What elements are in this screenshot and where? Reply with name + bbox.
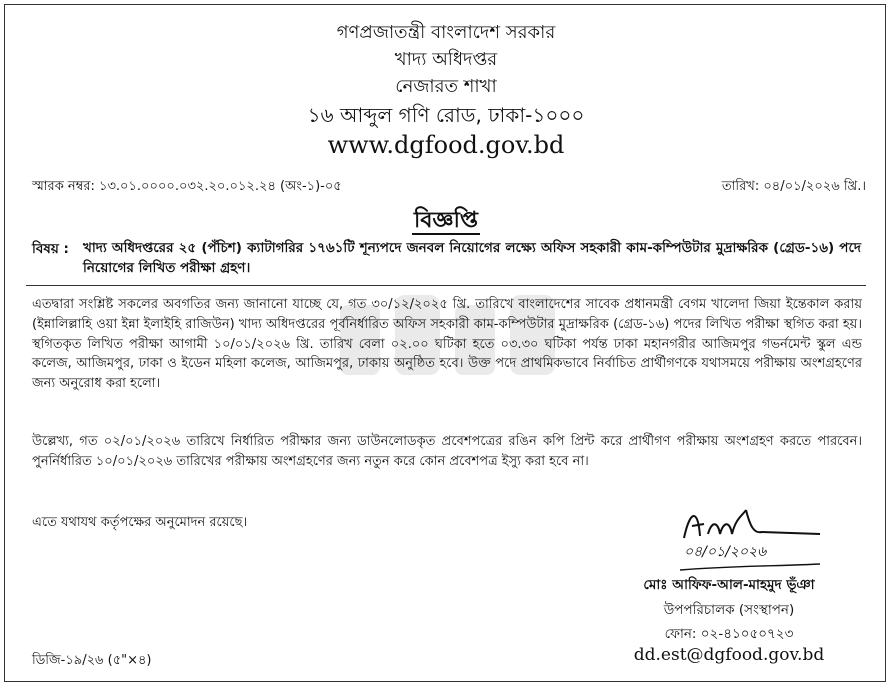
body-paragraph-1: এতদ্বারা সংশ্লিষ্ট সকলের অবগতির জন্য জানানো যাচ্ছে যে, গত ৩০/১২/২০২৫ খ্রি. তারিখে বাংলাদেশের সাবেক প্রধানমন্ত্রী বেগম খালেদা জিয়া ইন্তেকাল করায় (ইন্নালিল্লাহি ওয়া ইন্না ইলাইহি রাজিউন) খাদ্য অধিদপ্তরের পূর্বনির্ধারিত অফিস সহকারী কাম-কম্পিউটার মুদ্রাক্ষরিক (গ্রেড-১৬) পদের লিখিত পরীক্ষা স্থগিত করা হয়। স্থগিতকৃত লিখিত পরীক্ষা আগামী ১০/০১/২০২৬ খ্রি. তারিখ বেলা ০২.০০ ঘটিকা হতে ০৩.৩০ ঘটিকা পর্যন্ত ঢাকা মহানগরীর আজিমপুর গভর্নমেন্ট স্কুল এন্ড কলেজ, আজিমপুর, ঢাকা ও ইডেন মহিলা কলেজ, আজিমপুর, ঢাকায় অনুষ্ঠিত হবে। উক্ত পদে প্রাথমিকভাবে নির্বাচিত প্রার্থীগণকে যথাসময়ে পরীক্ষায় অংশগ্রহণের জন্য অনুরোধ করা হলো। [32, 297, 862, 392]
signatory-phone: ফোন: ০২-৪১০৫০৭২৩ [664, 626, 794, 642]
subject-text: খাদ্য অধিদপ্তরের ২৫ (পঁচিশ) ক্যাটাগরির ১৭৬১টি শূন্যপদে জনবল নিয়োগের লক্ষ্যে অফিস সহকারী কাম-কম্পিউটার মুদ্রাক্ষরিক (গ্রেড-১৬) পদে নিয়োগের লিখিত পরীক্ষা গ্রহণ। [83, 240, 861, 276]
header-directorate: খাদ্য অধিদপ্তর [394, 49, 498, 70]
signature-date: ০৪/০১/২০২৬ [684, 544, 767, 560]
divider [26, 285, 866, 286]
notice-title [0, 203, 892, 240]
header-government: গণপ্রজাতন্ত্রী বাংলাদেশ সরকার [336, 22, 556, 43]
header-website: www.dgfood.gov.bd [327, 131, 565, 159]
signatory-designation: উপপরিচালক (সংস্থাপন) [663, 602, 795, 618]
memo-number: স্মারক নম্বর: ১৩.০১.০০০০.০৩২.২০.০১২.২৪ (অং-১)-০৫ [32, 179, 342, 194]
body-paragraph-2: উল্লেখ্য, গত ০২/০১/২০২৬ তারিখে নির্ধারিত পরীক্ষার জন্য ডাউনলোডকৃত প্রবেশপত্রের রঙিন কপি প্রিন্ট করে প্রার্থীগণ পরীক্ষায় অংশগ্রহণ করতে পারবেন। পুনর্নির্ধারিত ১০/০১/২০২৬ তারিখের পরীক্ষায় অংশগ্রহণের জন্য নতুন করে কোন প্রবেশপত্র ইস্যু করা হবে না। [32, 434, 862, 469]
header-section: নেজারত শাখা [395, 76, 497, 97]
signatory-name: মোঃ আফিফ-আল-মাহমুদ ভূঁঞা [643, 577, 815, 593]
signatory-email[interactable]: dd.est@dgfood.gov.bd [633, 645, 825, 665]
notice-title-text: বিজ্ঞপ্তি [414, 208, 478, 233]
body-paragraph-3: এতে যথাযথ কর্তৃপক্ষের অনুমোদন রয়েছে। [32, 515, 248, 530]
subject-label: বিষয় : [32, 241, 69, 257]
memo-date: তারিখ: ০৪/০১/২০২৬ খ্রি.। [721, 179, 866, 194]
footer-code: ডিজি-১৯/২৬ (৫"×৪) [32, 653, 152, 668]
header-address: ১৬ আব্দুল গণি রোড, ঢাকা-১০০০ [307, 103, 585, 127]
